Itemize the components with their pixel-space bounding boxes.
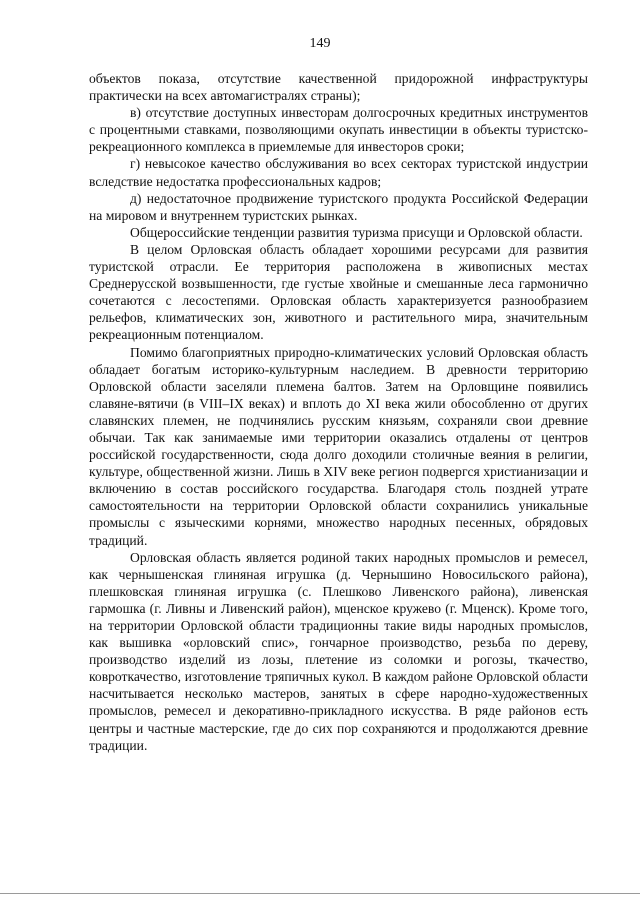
- paragraph-heritage: Помимо благоприятных природно-климатических условий Орловская область обладает богатым историко-культурным наследием. В древности территорию Орловской области заселяли племена балтов. Затем на Орловщине появились славяне-вятичи (в VIII–IX веках) и вплоть до XI века жили обособленно от других славянских племен, не подчинялись русским князьям, сохраняли свои древние обычаи. Так как занимаемые ими территории оказались отдалены от центров российской государственности, сюда долго доходили столичные веяния в религии, культуре, общественной жизни. Лишь в XIV веке регион подвергся христианизации и включению в состав российского государства. Благодаря столь поздней утрате самостоятельности на территории Орловской области сохранились уникальные промыслы с языческими корнями, множество народных песенных, обрядовых традиций.: [89, 344, 588, 548]
- paragraph-crafts: Орловская область является родиной таких народных промыслов и ремесел, как чернышенская глиняная игрушка (д. Чернышино Новосильского района), плешковская глиняная игрушка (с. Плешково Ливенского района), ливенская гармошка (г. Ливны и Ливенский район), мценское кружево (г. Мценск). Кроме того, на территории Орловской области традиционны такие виды народных промыслов, как вышивка «орловский спис», гончарное производство, резьба по дереву, производство изделий из лозы, плетение из соломки и рогозы, ткачество, ковроткачество, изготовление тряпичных кукол. В каждом районе Орловской области насчитывается несколько мастеров, занятых в сфере народно-художественных промыслов, ремесел и декоративно-прикладного искусства. В ряде районов есть центры и частные мастерские, где до сих пор сохраняются и продолжаются древние традиции.: [89, 549, 588, 753]
- paragraph-continued: объектов показа, отсутствие качественной придорожной инфраструктуры практически на всех автомагистралях страны);: [89, 71, 588, 104]
- paragraph-list-item-v: в) отсутствие доступных инвесторам долгосрочных кредитных инструментов с процентными ставками, позволяющими окупать инвестиции в объекты туристско-рекреационного комплекса в приемлемые для инвесторов сроки;: [89, 105, 588, 155]
- paragraph-resources: В целом Орловская область обладает хорошими ресурсами для развития туристской отрасли. Ее территория расположена в живописных местах Среднерусской возвышенности, где густые хвойные и смешанные леса гармонично сочетаются с лесостепями. Орловская область характеризуется разнообразием рельефов, климатических зон, животного и растительного мира, значительным рекреационным потенциалом.: [89, 241, 588, 343]
- page-bottom-divider: [0, 893, 640, 894]
- paragraph-trends: Общероссийские тенденции развития туризма присущи и Орловской области.: [130, 224, 583, 240]
- page-number: 149: [309, 36, 331, 51]
- paragraph-list-item-d: д) недостаточное продвижение туристского продукта Российской Федерации на мировом и внутреннем туристских рынках.: [89, 190, 588, 223]
- paragraph-list-item-g: г) невысокое качество обслуживания во всех секторах туристской индустрии вследствие недостатка профессиональных кадров;: [89, 156, 588, 189]
- document-body: [89, 70, 588, 754]
